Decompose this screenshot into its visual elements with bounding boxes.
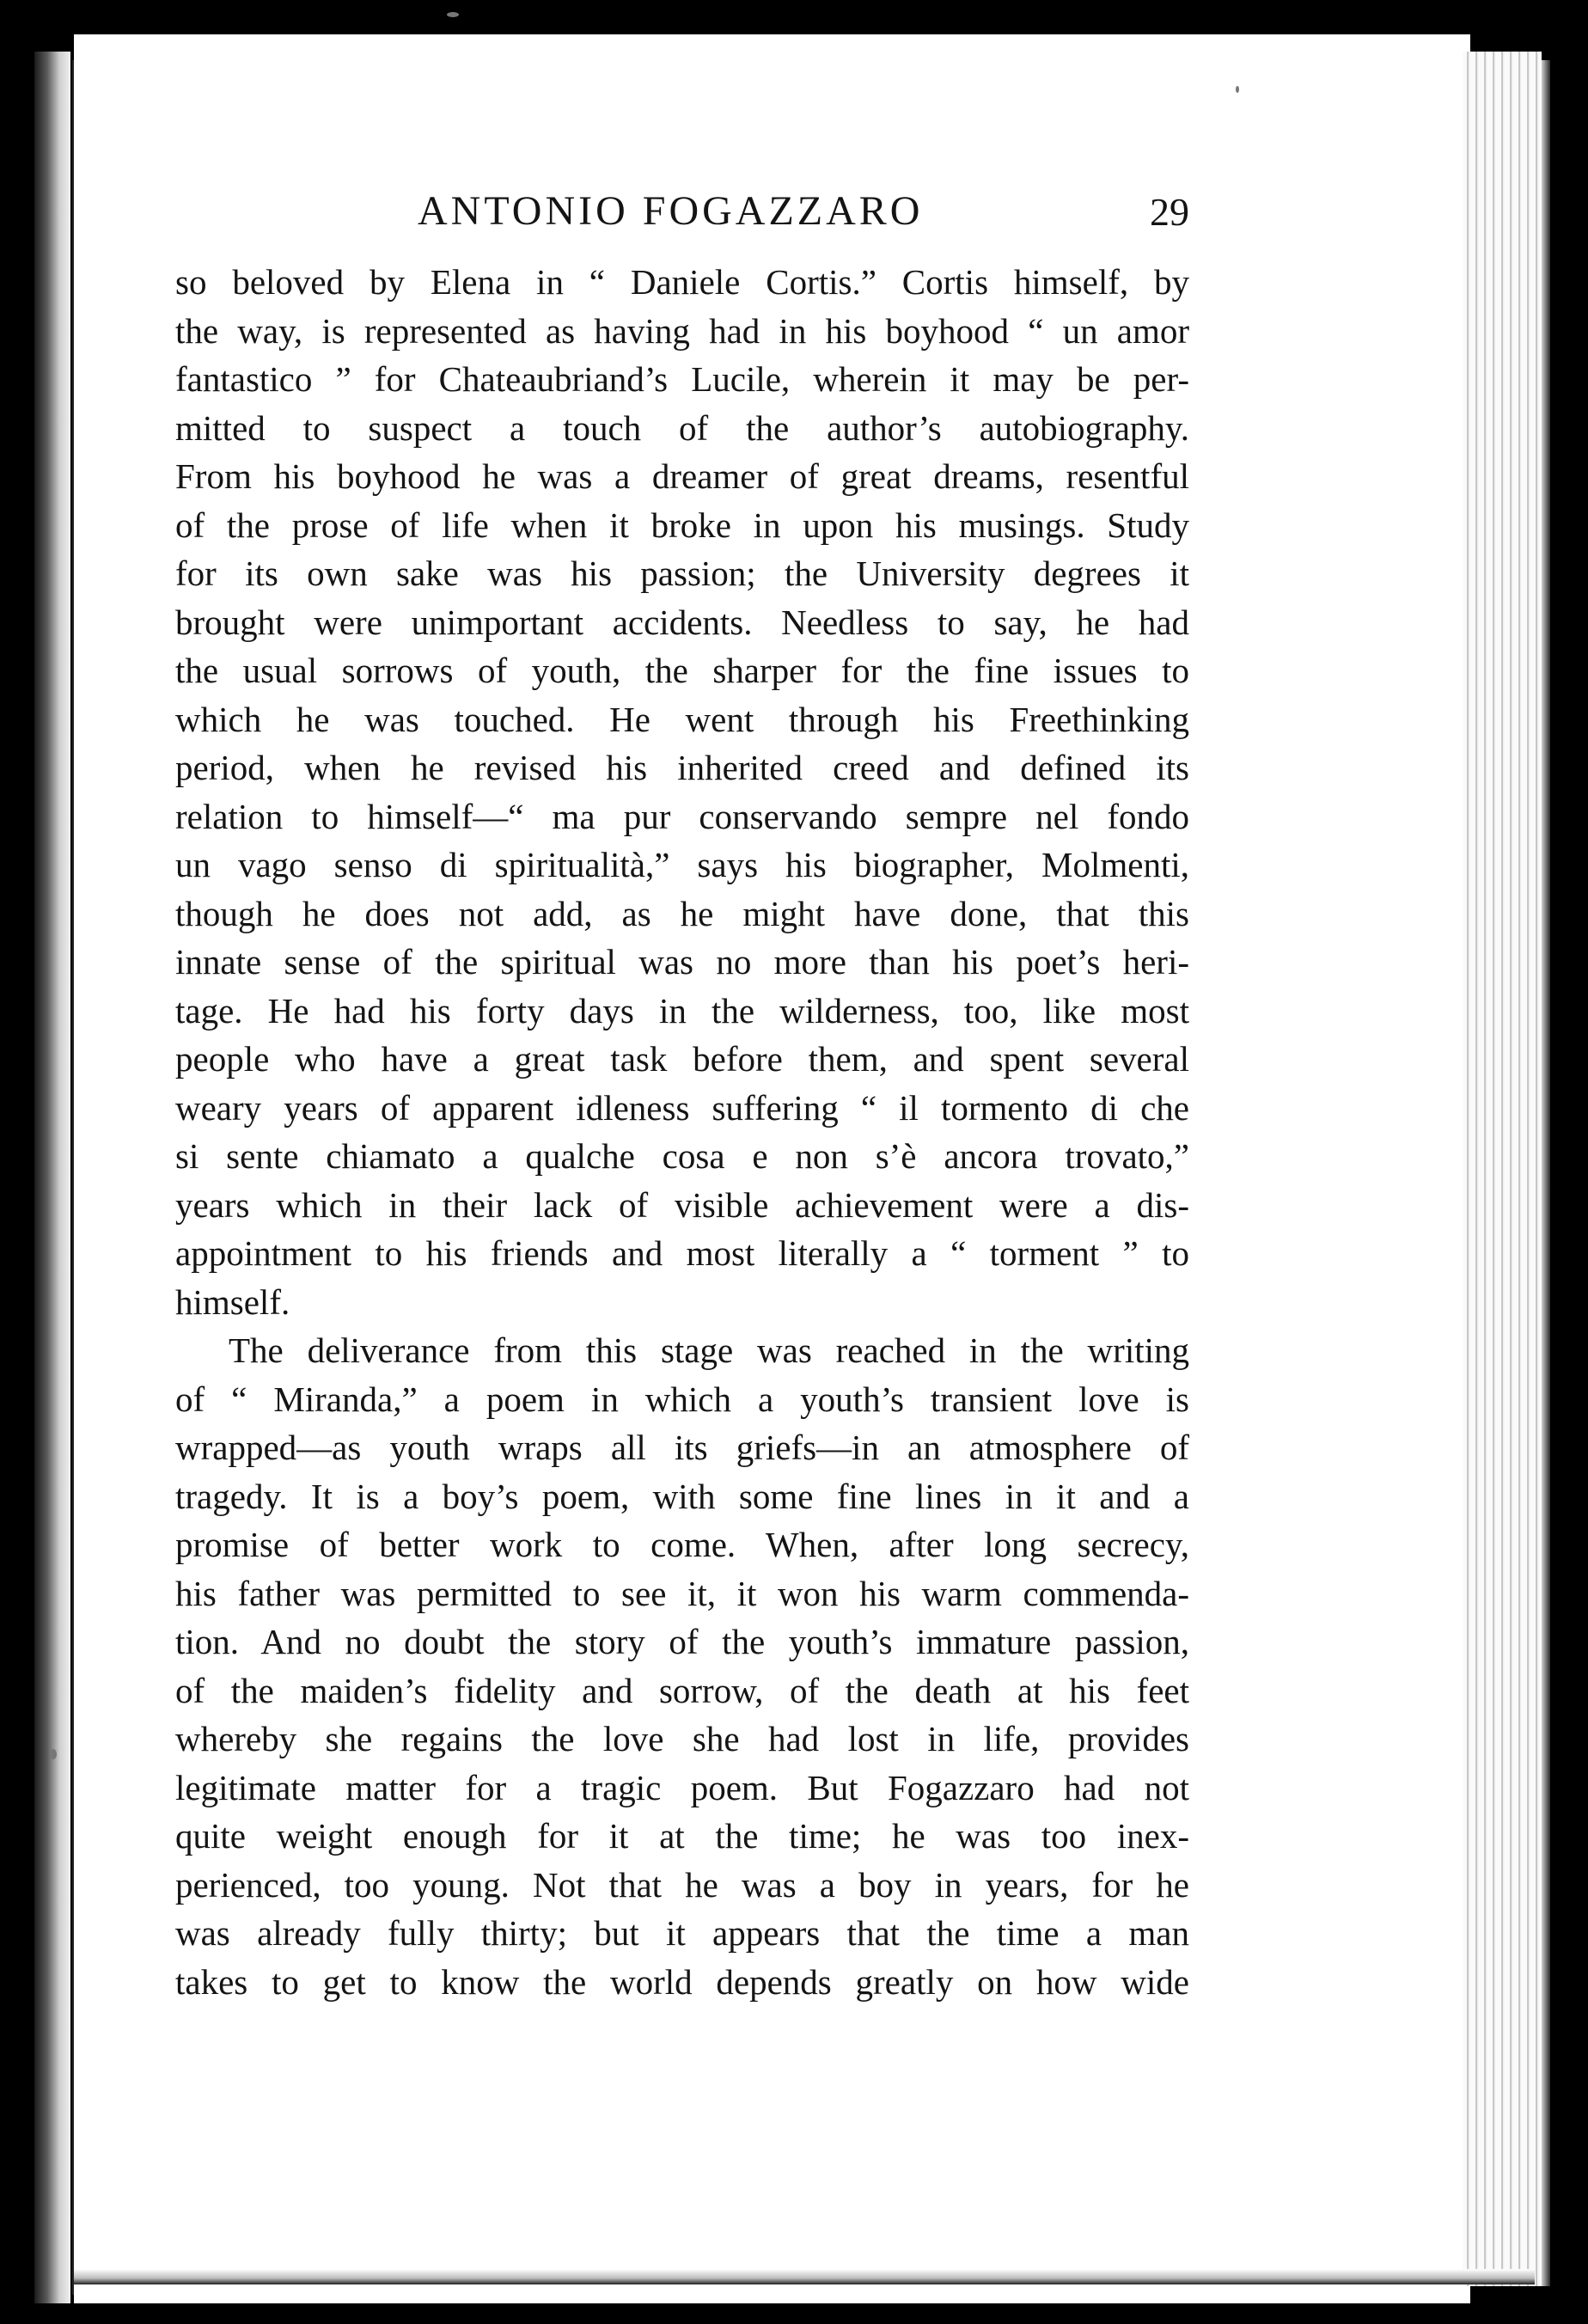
- text-line: the way, is represented as having had in his boyhood “ un amor: [175, 310, 1189, 351]
- paragraph: [175, 258, 1189, 1326]
- scan-speck: [447, 12, 459, 17]
- text-line: which he was touched. He went through his Freethinking: [175, 699, 1189, 739]
- text-line: quite weight enough for it at the time; he was too inex-: [175, 1816, 1189, 1856]
- text-line: From his boyhood he was a dreamer of great dreams, resentful: [175, 456, 1189, 496]
- page-text: [175, 180, 1189, 2006]
- text-line: for its own sake was his passion; the University degrees it: [175, 553, 1189, 593]
- paragraph: [175, 1326, 1189, 2006]
- text-line: promise of better work to come. When, after long secrecy,: [175, 1525, 1189, 1564]
- text-line: his father was permitted to see it, it won his warm commenda-: [175, 1573, 1189, 1613]
- text-line: though he does not add, as he might have done, that this: [175, 893, 1189, 933]
- text-line: was already fully thirty; but it appears that the time a man: [175, 1913, 1189, 1953]
- text-line: of the maiden’s fidelity and sorrow, of the death at his feet: [175, 1670, 1189, 1710]
- running-head: [175, 180, 1189, 258]
- text-line: so beloved by Elena in “ Daniele Cortis.” Cortis himself, by: [175, 262, 1189, 302]
- text-line: brought were unimportant accidents. Needless to say, he had: [175, 602, 1189, 642]
- scan-speck: [1236, 86, 1239, 93]
- text-line: fantastico ” for Chateaubriand’s Lucile, wherein it may be per-: [175, 359, 1189, 399]
- left-page-edge: [34, 52, 70, 2303]
- body-text: [175, 258, 1189, 2006]
- text-line: perienced, too young. Not that he was a boy in years, for he: [175, 1864, 1189, 1905]
- scan-speck: [50, 1749, 57, 1759]
- text-line: tion. And no doubt the story of the youth’s immature passion,: [175, 1622, 1189, 1661]
- page-bottom-edge: [74, 2269, 1535, 2284]
- text-line: The deliverance from this stage was reached in the writing: [229, 1330, 1189, 1370]
- text-line: period, when he revised his inherited creed and defined its: [175, 748, 1189, 787]
- text-line: un vago senso di spiritualità,” says his biographer, Molmenti,: [175, 845, 1189, 884]
- text-line: wrapped—as youth wraps all its griefs—in an atmosphere of: [175, 1428, 1189, 1467]
- text-line: weary years of apparent idleness suffering “ il tormento di che: [175, 1087, 1189, 1128]
- text-line: years which in their lack of visible achievement were a dis-: [175, 1184, 1189, 1225]
- text-line: innate sense of the spiritual was no more than his poet’s heri-: [175, 942, 1189, 982]
- text-line: himself.: [175, 1281, 290, 1322]
- text-line: appointment to his friends and most literally a “ torment ” to: [175, 1233, 1189, 1273]
- text-line: relation to himself—“ ma pur conservando sempre nel fondo: [175, 796, 1189, 836]
- text-line: the usual sorrows of youth, the sharper for the fine issues to: [175, 651, 1189, 690]
- text-line: whereby she regains the love she had lost in life, provides: [175, 1719, 1189, 1758]
- running-head-title: ANTONIO FOGAZZARO: [418, 188, 924, 234]
- text-line: people who have a great task before them, and spent several: [175, 1039, 1189, 1079]
- fore-edge-shadow: [1542, 60, 1550, 2286]
- text-line: takes to get to know the world depends greatly on how wide: [175, 1961, 1189, 2002]
- text-line: mitted to suspect a touch of the author’s autobiography.: [175, 407, 1189, 448]
- text-line: si sente chiamato a qualche cosa e non s’è ancora trovato,”: [175, 1136, 1189, 1176]
- page-fore-edge: [1463, 52, 1542, 2286]
- text-line: tragedy. It is a boy’s poem, with some fine lines in it and a: [175, 1476, 1189, 1516]
- text-line: of “ Miranda,” a poem in which a youth’s transient love is: [175, 1379, 1189, 1419]
- page-number: 29: [1150, 190, 1189, 234]
- text-line: of the prose of life when it broke in upon his musings. Study: [175, 505, 1189, 545]
- text-line: legitimate matter for a tragic poem. But Fogazzaro had not: [175, 1767, 1189, 1807]
- text-line: tage. He had his forty days in the wilderness, too, like most: [175, 990, 1189, 1031]
